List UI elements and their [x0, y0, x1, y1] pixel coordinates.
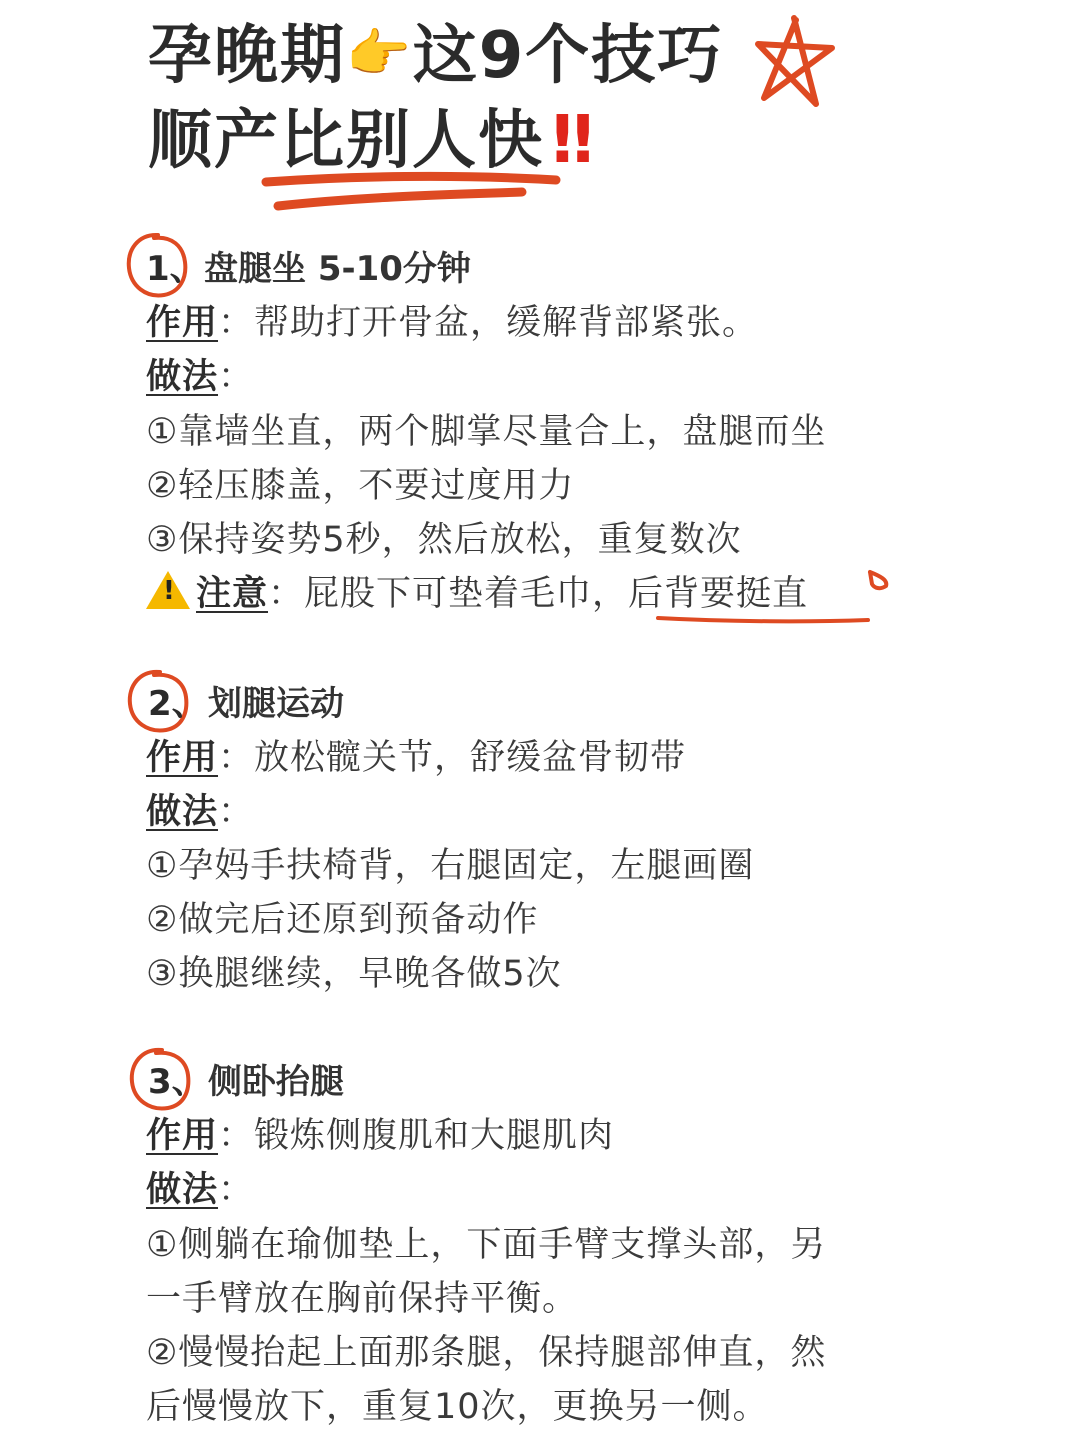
section-3-effect: ：锻炼侧腹肌和大腿肌肉 [218, 1116, 615, 1156]
section-1-step-1: ①靠墙坐直，两个脚掌尽量合上，盘腿而坐 [146, 412, 827, 452]
section-3-step-1a: ①侧躺在瑜伽垫上，下面手臂支撑头部，另 [146, 1225, 827, 1265]
section-2-method-line [146, 789, 254, 835]
method-colon: ： [218, 792, 255, 832]
section-1-title: 盘腿坐 5-10分钟 [204, 249, 471, 289]
section-1-effect: ：帮助打开骨盆，缓解背部紧张。 [218, 303, 759, 343]
pointing-hand-icon: 👉 [346, 24, 413, 84]
title-text-1b: 这9个技巧 [412, 19, 724, 93]
section-1-step-2: ②轻压膝盖，不要过度用力 [146, 466, 575, 506]
section-1-method-line [146, 354, 254, 400]
section-2-step-1: ①孕妈手扶椅背，右腿固定，左腿画圈 [146, 846, 755, 886]
section-2-effect-line [146, 735, 686, 781]
method-label: 做法 [146, 357, 219, 397]
section-3-title: 侧卧抬腿 [208, 1062, 344, 1102]
section-3-step-2a: ②慢慢抬起上面那条腿，保持腿部伸直，然 [146, 1333, 827, 1373]
title-line-1 [148, 14, 723, 96]
warning-icon: ! [146, 571, 190, 609]
effect-label: 作用 [146, 738, 219, 778]
section-3-number: 3、 [148, 1062, 206, 1102]
effect-label: 作用 [146, 1116, 219, 1156]
section-3-step-1b: 一手臂放在胸前保持平衡。 [146, 1279, 579, 1319]
method-label: 做法 [146, 1170, 219, 1210]
hand-drawn-star-icon [750, 14, 840, 109]
double-exclamation-icon: ‼ [552, 101, 596, 178]
title-text-2b: 比别人快 [280, 104, 544, 178]
section-3-effect-line [146, 1113, 614, 1159]
section-3-method-line [146, 1167, 254, 1213]
method-colon: ： [218, 1170, 255, 1210]
section-3-step-2b: 后慢慢放下，重复10次，更换另一侧。 [146, 1387, 769, 1427]
title-underline-scribble [258, 168, 568, 214]
section-2-number: 2、 [148, 684, 206, 724]
section-1-effect-line [146, 300, 758, 346]
title-text-2a: 顺产 [148, 104, 280, 178]
section-1-note-text: ：屁股下可垫着毛巾， [268, 574, 629, 614]
section-1-note-emphasis: 后背要挺直 [628, 574, 809, 614]
method-colon: ： [218, 357, 255, 397]
effect-label: 作用 [146, 303, 219, 343]
section-1-step-3: ③保持姿势5秒，然后放松，重复数次 [146, 520, 742, 560]
section-1-number: 1、 [146, 249, 204, 289]
section-2-step-2: ②做完后还原到预备动作 [146, 900, 539, 940]
method-label: 做法 [146, 792, 219, 832]
section-2-title: 划腿运动 [208, 684, 344, 724]
title-text-1a: 孕晚期 [148, 19, 346, 93]
note-underline-scribble [652, 566, 892, 628]
note-label: 注意 [196, 574, 269, 614]
section-2-step-3: ③换腿继续，早晚各做5次 [146, 954, 562, 994]
section-2-effect: ：放松髋关节，舒缓盆骨韧带 [218, 738, 687, 778]
